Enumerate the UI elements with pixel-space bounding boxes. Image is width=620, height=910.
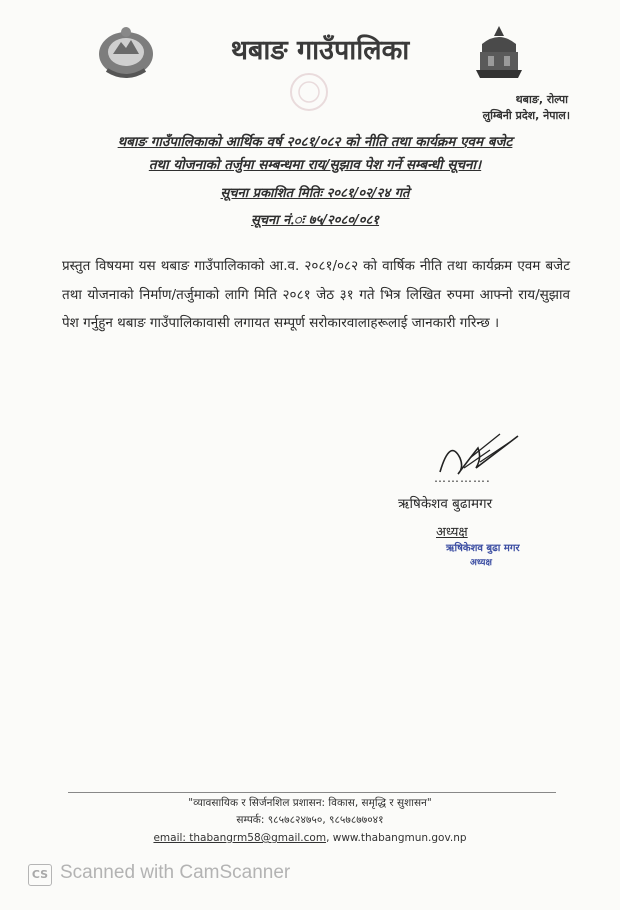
footer-links	[60, 832, 560, 844]
stamp-title: अध्यक्ष	[470, 558, 492, 568]
footer-email-link[interactable]: email: thabangrm58@gmail.com	[153, 832, 327, 844]
signatory-name: ऋषिकेशव बुढामगर	[398, 496, 493, 512]
address-line-2: लुम्बिनी प्रदेश, नेपाल।	[482, 109, 570, 122]
footer-divider	[68, 792, 556, 793]
headline-line-2: तथा योजनाको तर्जुमा सम्बन्धमा राय/सुझाव पेश गर्ने सम्बन्धी सूचना।	[148, 157, 482, 173]
nepal-emblem-icon	[95, 24, 157, 80]
faint-stamp-icon	[285, 68, 333, 116]
camscanner-watermark: Scanned with CamScanner	[60, 862, 291, 883]
page-title: थबाङ गाउँपालिका	[230, 35, 410, 66]
signatory-title: अध्यक्ष	[436, 525, 468, 540]
notice-number: सूचना नं.ः ७५/२०८०/०८१	[250, 213, 380, 228]
footer-website[interactable]: , www.thabangmun.gov.np	[326, 832, 467, 844]
footer-contact: सम्पर्क: ९८५७८२४७५०, ९८५७८७७०४१	[236, 814, 384, 826]
stamp-name: ऋषिकेशव बुढा मगर	[446, 543, 520, 554]
camscanner-logo-icon: CS	[28, 864, 52, 886]
published-date: सूचना प्रकाशित मितिः २०८१/०२/२४ गते	[220, 186, 410, 201]
headline-line-1: थबाङ गाउँपालिकाको आर्थिक वर्ष २०८१/०८२ को नीति तथा कार्यक्रम एवम बजेट	[117, 134, 513, 150]
signature-dots: ………….	[434, 471, 491, 485]
address-line-1: थबाङ, रोल्पा	[515, 93, 568, 106]
notice-body: प्रस्तुत विषयमा यस थबाङ गाउँपालिकाको आ.व. २०८१/०८२ को वार्षिक नीति तथा कार्यक्रम एवम बजेट तथा योजनाको निर्माण/तर्जुमाको लागि मिति २०८१ जेठ ३१ गते भित्र लिखित रुपमा आफ्नो राय/सुझाव पेश गर्नुहुन थबाङ गाउँपालिकावासी लगायत सम्पूर्ण सरोकारवालाहरूलाई जानकारी गरिन्छ ।	[62, 258, 570, 331]
municipality-logo-icon	[468, 22, 530, 84]
footer-motto: "व्यावसायिक र सिर्जनशिल प्रशासन: विकास, समृद्धि र सुशासन"	[188, 797, 432, 809]
